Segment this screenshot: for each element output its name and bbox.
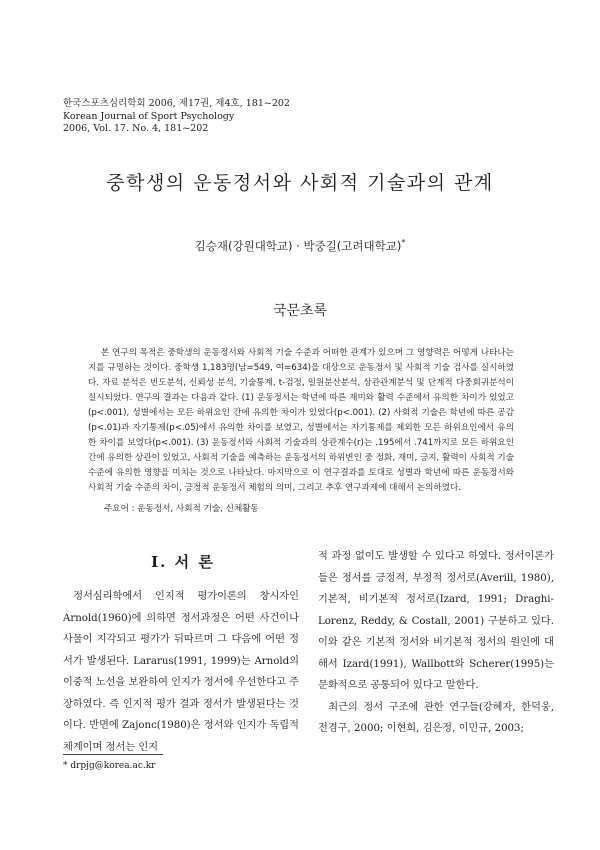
body-paragraph: 적 과정 없이도 발생할 수 있다고 하였다. 정서이론가들은 정서를 긍정적, 부정적 정서로(Averill, 1980), 기본적, 비기본적 정서로(Izard, 1991; Draghi-Lorenz, Reddy, & Costall, 2001) 구분하고 있다. 이와 같은 기본적 정서와 비기본적 정서의 원인에 대해서 Izard(1991), Wallbott와 Scherer(1995)는 문화적으로 공통되어 있다고 말한다. [318, 551, 554, 691]
paper-title: 중학생의 운동정서와 사회적 기술과의 관계 [106, 172, 494, 194]
journal-header [63, 98, 290, 136]
section-heading-introduction: I. 서 론 [151, 553, 215, 571]
abstract-body: 본 연구의 목적은 중학생의 운동정서와 사회적 기술 수준과 어떠한 관계가 있으며 그 영향력은 어떻게 나타나는지를 규명하는 것이다. 중학생 1,183명(남=549, 여=634)을 대상으로 운동정서 및 사회적 기술 검사를 실시하였다. 자료 분석은 빈도분석, 신뢰성 분석, 기술통계, t-검정, 일원분산분석, 상관관계분석 및 단계적 다중회귀분석이 실시되었다. 연구의 결과는 다음과 같다. (1) 운동정서는 학년에 따른 재미와 활력 수준에서 유의한 차이가 있었고(p<.001), 성별에서는 모든 하위요인 간에 유의한 차이가 있었다(p<.001). (2) 사회적 기술은 학년에 따른 공감(p<.01)과 자기통제(p<.05)에서 유의한 차이를 보였고, 성별에서는 자기통제를 제외한 모든 하위요인에서 유의한 차이를 보였다(p<.001). (3) 운동정서와 사회적 기술과의 상관계수(r)는 .195에서 .741까지로 모든 하위요인 간에 유의한 상관이 있었고, 사회적 기술을 예측하는 운동정서의 하위변인 중 정화, 재미, 긍지, 활력이 사회적 기술 수준에 유의한 영향을 미치는 것으로 나타났다. 마지막으로 이 연구결과를 토대로 성별과 학년에 따른 운동정서와 사회적 기술 수준의 차이, 긍정적 운동정서 체험의 의미, 그리고 추후 연구과제에 대해서 논의하였다. [88, 348, 514, 493]
corresponding-mark: * [401, 238, 406, 248]
keywords: 주요어 : 운동정서, 사회적 기술, 신체활동 [104, 504, 259, 514]
body-left-column: 정서심리학에서 인지적 평가이론의 창시자인 Arnold(1960)에 의하면 정서과정은 어떤 사건이나 사물이 지각되고 평가가 뒤따르며 그 다음에 어떤 정서가 발생된다. Lararus(1991, 1999)는 Arnold의 이중적 노선을 보완하여 인지가 정서에 우선한다고 주장하였다. 즉 인지적 평가 결과 정서가 발생된다는 것이다. 반면에 Zajonc(1980)은 정서와 인지가 독립적 체계이며 정서는 인지 [63, 591, 299, 753]
body-paragraph: 최근의 정서 구조에 관한 연구들(강혜자, 한덕웅, 전겸구, 2000; 이현희, 김은정, 이민규, 2003; [318, 701, 554, 734]
footnote-email: * drpjg@korea.ac.kr [63, 761, 156, 771]
body-right-column [318, 546, 554, 740]
footnote-divider [63, 754, 163, 755]
journal-header-volume: 2006, Vol. 17. No. 4, 181~202 [63, 123, 209, 134]
journal-header-korean: 한국스포츠심리학회 2006, 제17권, 제4호, 181~202 [63, 98, 290, 109]
abstract-heading: 국문초록 [272, 303, 328, 319]
journal-header-english: Korean Journal of Sport Psychology [63, 110, 235, 122]
author-names: 김승재(강원대학교) · 박중길(고려대학교) [194, 239, 402, 253]
authors [0, 238, 600, 254]
